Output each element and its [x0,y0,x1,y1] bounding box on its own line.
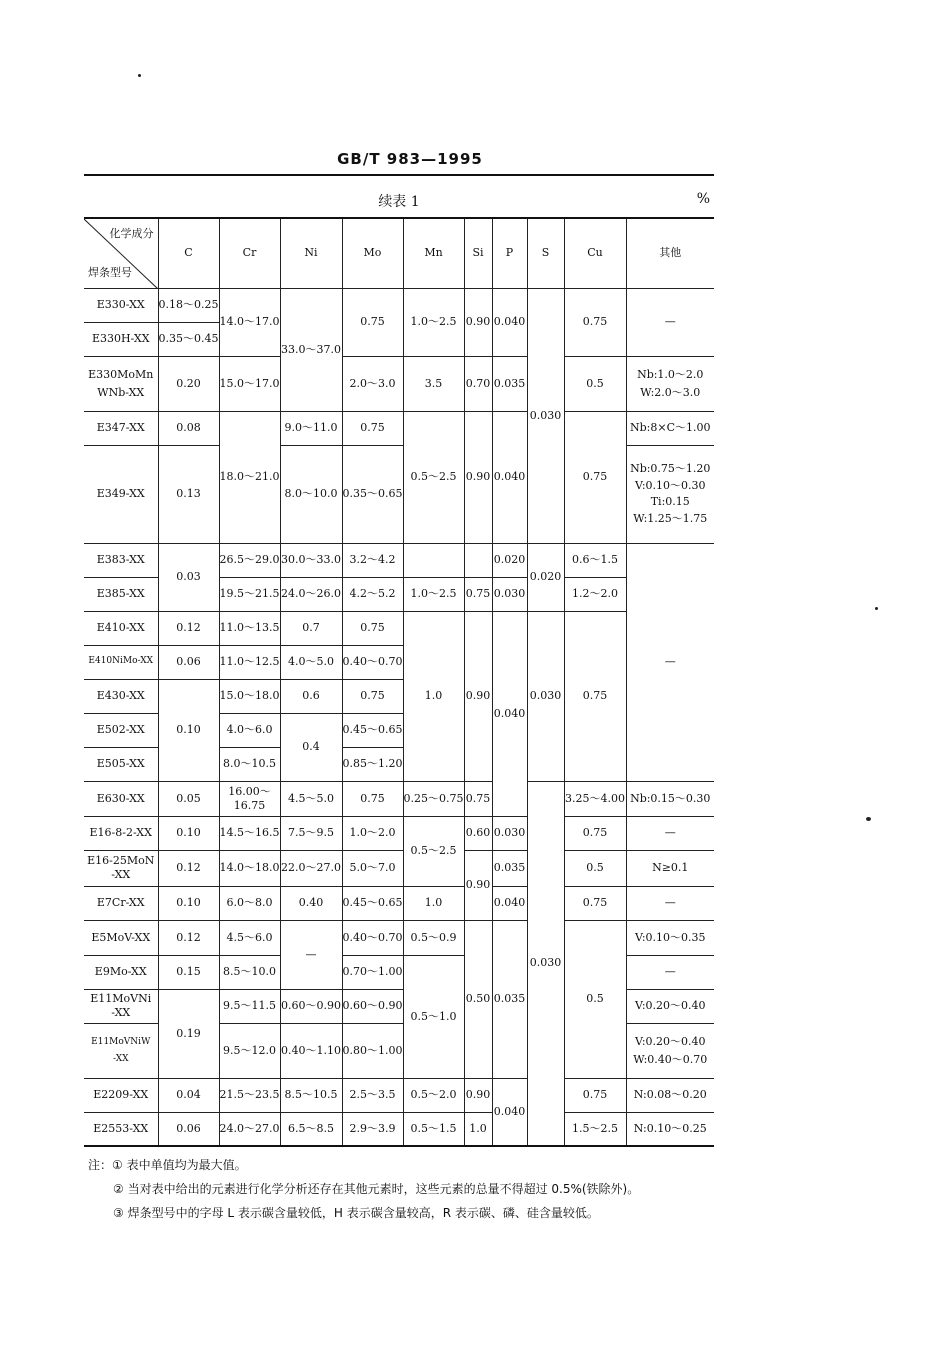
cu-cell: 0.5 [564,850,626,886]
table-row [84,1112,714,1146]
c-cell: 0.12 [158,611,219,645]
other-cell: — [626,886,714,920]
other-cell: — [626,288,714,356]
cu-cell: 0.75 [564,411,626,543]
model-cell: E505-XX [84,747,158,781]
ni-cell: — [280,920,342,989]
mn-cell: 1.0 [403,886,464,920]
diagonal-header-cell [84,218,158,288]
table-row [84,288,714,322]
cr-cell: 19.5～21.5 [219,577,280,611]
model-cell: E410NiMo-XX [84,645,158,679]
ni-cell: 6.5～8.5 [280,1112,342,1146]
mn-cell: 1.0～2.5 [403,577,464,611]
cr-cell: 4.0～6.0 [219,713,280,747]
other-cell: Nb:0.75～1.20 V:0.10～0.30 Ti:0.15 W:1.25～1.75 [626,445,714,543]
model-cell: E2553-XX [84,1112,158,1146]
p-cell: 0.030 [492,816,527,850]
table-row [84,886,714,920]
note-2: ② 当对表中给出的元素进行化学分析还存在其他元素时，这些元素的总量不得超过 0.5%(铁除外)。 [113,1182,640,1196]
cr-cell: 14.0～18.0 [219,850,280,886]
c-cell: 0.04 [158,1078,219,1112]
c-cell: 0.06 [158,645,219,679]
cu-cell: 1.2～2.0 [564,577,626,611]
ni-cell: 8.5～10.5 [280,1078,342,1112]
model-cell: E9Mo-XX [84,955,158,989]
mo-cell: 0.45～0.65 [342,713,403,747]
other-cell: N≥0.1 [626,850,714,886]
c-cell: 0.12 [158,850,219,886]
mo-cell: 0.75 [342,411,403,445]
cr-cell: 9.5～11.5 [219,989,280,1023]
model-cell: E11MoVNiW -XX [84,1023,158,1078]
cr-cell: 15.0～17.0 [219,356,280,411]
si-cell: 0.75 [464,781,492,816]
p-cell: 0.030 [492,577,527,611]
mn-cell: 0.5～2.5 [403,816,464,886]
si-cell: 0.75 [464,577,492,611]
model-cell: E630-XX [84,781,158,816]
ni-cell: 0.40 [280,886,342,920]
c-cell: 0.10 [158,816,219,850]
c-cell: 0.06 [158,1112,219,1146]
cr-cell: 8.5～10.0 [219,955,280,989]
p-cell: 0.040 [492,288,527,356]
col-header-p: P [492,218,527,288]
c-cell: 0.19 [158,989,219,1078]
cu-cell: 0.75 [564,1078,626,1112]
chemical-composition-table [84,217,714,1147]
cr-cell: 14.5～16.5 [219,816,280,850]
col-header-mo: Mo [342,218,403,288]
other-cell: Nb:1.0～2.0 W:2.0～3.0 [626,356,714,411]
ni-cell: 33.0～37.0 [280,288,342,411]
si-cell [464,543,492,577]
table-row [84,611,714,645]
model-cell: E7Cr-XX [84,886,158,920]
cr-cell: 8.0～10.5 [219,747,280,781]
model-cell: E430-XX [84,679,158,713]
other-cell: V:0.10～0.35 [626,920,714,955]
mo-cell: 0.60～0.90 [342,989,403,1023]
cu-cell: 0.75 [564,886,626,920]
model-cell: E16-8-2-XX [84,816,158,850]
other-cell: V:0.20～0.40 [626,989,714,1023]
mo-cell: 4.2～5.2 [342,577,403,611]
model-cell: E502-XX [84,713,158,747]
cu-cell: 0.5 [564,920,626,1078]
corner-label-model: 焊条型号 [88,265,132,279]
p-cell: 0.040 [492,886,527,920]
cr-cell: 4.5～6.0 [219,920,280,955]
note-1: 注：① 表中单值均为最大值。 [88,1158,247,1172]
other-cell: Nb:0.15～0.30 [626,781,714,816]
ni-cell: 7.5～9.5 [280,816,342,850]
s-cell: 0.030 [527,611,564,781]
cr-cell: 18.0～21.0 [219,411,280,543]
mo-cell: 0.75 [342,781,403,816]
ni-cell: 4.5～5.0 [280,781,342,816]
other-cell: Nb:8×C～1.00 [626,411,714,445]
si-cell: 0.50 [464,920,492,1078]
scan-speck [875,607,878,610]
p-cell: 0.040 [492,611,527,816]
note-3: ③ 焊条型号中的字母 L 表示碳含量较低，H 表示碳含量较高，R 表示碳、磷、硅含量较低。 [113,1206,599,1220]
model-cell: E410-XX [84,611,158,645]
mo-cell: 0.70～1.00 [342,955,403,989]
model-cell: E383-XX [84,543,158,577]
mo-cell: 3.2～4.2 [342,543,403,577]
c-cell: 0.35～0.45 [158,322,219,356]
other-cell: N:0.08～0.20 [626,1078,714,1112]
other-cell: — [626,543,714,781]
cr-cell: 26.5～29.0 [219,543,280,577]
mo-cell: 0.80～1.00 [342,1023,403,1078]
cu-cell: 0.75 [564,816,626,850]
table-row [84,920,714,955]
ni-cell: 0.40～1.10 [280,1023,342,1078]
si-cell: 0.90 [464,411,492,543]
model-cell: E330H-XX [84,322,158,356]
cr-cell: 21.5～23.5 [219,1078,280,1112]
cr-cell: 14.0～17.0 [219,288,280,356]
c-cell: 0.20 [158,356,219,411]
standard-number: GB/T 983—1995 [337,150,483,168]
mo-cell: 2.0～3.0 [342,356,403,411]
cr-cell: 15.0～18.0 [219,679,280,713]
s-cell: 0.020 [527,543,564,611]
header-rule [84,174,714,176]
cr-cell: 16.00～ 16.75 [219,781,280,816]
table-row [84,1078,714,1112]
ni-cell: 9.0～11.0 [280,411,342,445]
mo-cell: 0.40～0.70 [342,920,403,955]
other-cell: — [626,816,714,850]
col-header-other: 其他 [626,218,714,288]
table-row [84,356,714,411]
mo-cell: 1.0～2.0 [342,816,403,850]
ni-cell: 8.0～10.0 [280,445,342,543]
c-cell: 0.12 [158,920,219,955]
model-cell: E16-25MoN -XX [84,850,158,886]
mn-cell: 0.5～1.0 [403,955,464,1078]
table-row [84,411,714,445]
c-cell: 0.05 [158,781,219,816]
ni-cell: 0.7 [280,611,342,645]
ni-cell: 30.0～33.0 [280,543,342,577]
cr-cell: 24.0～27.0 [219,1112,280,1146]
cr-cell: 6.0～8.0 [219,886,280,920]
si-cell: 0.60 [464,816,492,850]
si-cell: 0.90 [464,1078,492,1112]
col-header-s: S [527,218,564,288]
si-cell: 0.90 [464,611,492,781]
mo-cell: 0.85～1.20 [342,747,403,781]
si-cell: 0.70 [464,356,492,411]
other-cell: — [626,955,714,989]
cu-cell: 0.75 [564,288,626,356]
cr-cell: 11.0～13.5 [219,611,280,645]
scan-speck [138,74,141,77]
table-row [84,543,714,577]
table-row [84,781,714,816]
ni-cell: 22.0～27.0 [280,850,342,886]
si-cell: 0.90 [464,288,492,356]
col-header-mn: Mn [403,218,464,288]
c-cell: 0.10 [158,679,219,781]
col-header-ni: Ni [280,218,342,288]
mn-cell: 3.5 [403,356,464,411]
mo-cell: 0.75 [342,288,403,356]
model-cell: E330MoMn WNb-XX [84,356,158,411]
table-row [84,850,714,886]
model-cell: E11MoVNi -XX [84,989,158,1023]
model-cell: E349-XX [84,445,158,543]
c-cell: 0.10 [158,886,219,920]
mo-cell: 5.0～7.0 [342,850,403,886]
p-cell: 0.040 [492,411,527,543]
mn-cell: 1.0 [403,611,464,781]
cu-cell: 0.75 [564,611,626,781]
ni-cell: 4.0～5.0 [280,645,342,679]
col-header-cu: Cu [564,218,626,288]
table-caption: 续表 1 [378,194,420,210]
c-cell: 0.08 [158,411,219,445]
si-cell: 1.0 [464,1112,492,1146]
p-cell: 0.035 [492,850,527,886]
mo-cell: 0.45～0.65 [342,886,403,920]
mn-cell: 0.5～2.0 [403,1078,464,1112]
other-cell: V:0.20～0.40 W:0.40～0.70 [626,1023,714,1078]
table-row [84,816,714,850]
header-row [84,218,714,288]
cu-cell: 3.25～4.00 [564,781,626,816]
cr-cell: 9.5～12.0 [219,1023,280,1078]
model-cell: E2209-XX [84,1078,158,1112]
ni-cell: 24.0～26.0 [280,577,342,611]
c-cell: 0.03 [158,543,219,611]
model-cell: E5MoV-XX [84,920,158,955]
corner-label-composition: 化学成分 [109,227,154,240]
p-cell: 0.035 [492,920,527,1078]
mn-cell: 0.25～0.75 [403,781,464,816]
model-cell: E330-XX [84,288,158,322]
cu-cell: 0.5 [564,356,626,411]
mo-cell: 0.40～0.70 [342,645,403,679]
model-cell: E385-XX [84,577,158,611]
other-cell: N:0.10～0.25 [626,1112,714,1146]
c-cell: 0.15 [158,955,219,989]
p-cell: 0.035 [492,356,527,411]
unit-label: % [696,191,710,207]
cu-cell: 1.5～2.5 [564,1112,626,1146]
ni-cell: 0.6 [280,679,342,713]
cu-cell: 0.6～1.5 [564,543,626,577]
mn-cell: 0.5～2.5 [403,411,464,543]
ni-cell: 0.4 [280,713,342,781]
mo-cell: 0.75 [342,611,403,645]
s-cell: 0.030 [527,288,564,543]
mn-cell [403,543,464,577]
cr-cell: 11.0～12.5 [219,645,280,679]
col-header-c: C [158,218,219,288]
si-cell: 0.90 [464,850,492,920]
c-cell: 0.13 [158,445,219,543]
mo-cell: 0.35～0.65 [342,445,403,543]
s-cell: 0.030 [527,781,564,1146]
col-header-si: Si [464,218,492,288]
mo-cell: 0.75 [342,679,403,713]
c-cell: 0.18～0.25 [158,288,219,322]
mn-cell: 0.5～0.9 [403,920,464,955]
col-header-cr: Cr [219,218,280,288]
mo-cell: 2.5～3.5 [342,1078,403,1112]
mo-cell: 2.9～3.9 [342,1112,403,1146]
p-cell: 0.040 [492,1078,527,1146]
mn-cell: 0.5～1.5 [403,1112,464,1146]
table-notes [88,1156,639,1228]
p-cell: 0.020 [492,543,527,577]
ni-cell: 0.60～0.90 [280,989,342,1023]
mn-cell: 1.0～2.5 [403,288,464,356]
scan-speck [866,817,871,821]
model-cell: E347-XX [84,411,158,445]
